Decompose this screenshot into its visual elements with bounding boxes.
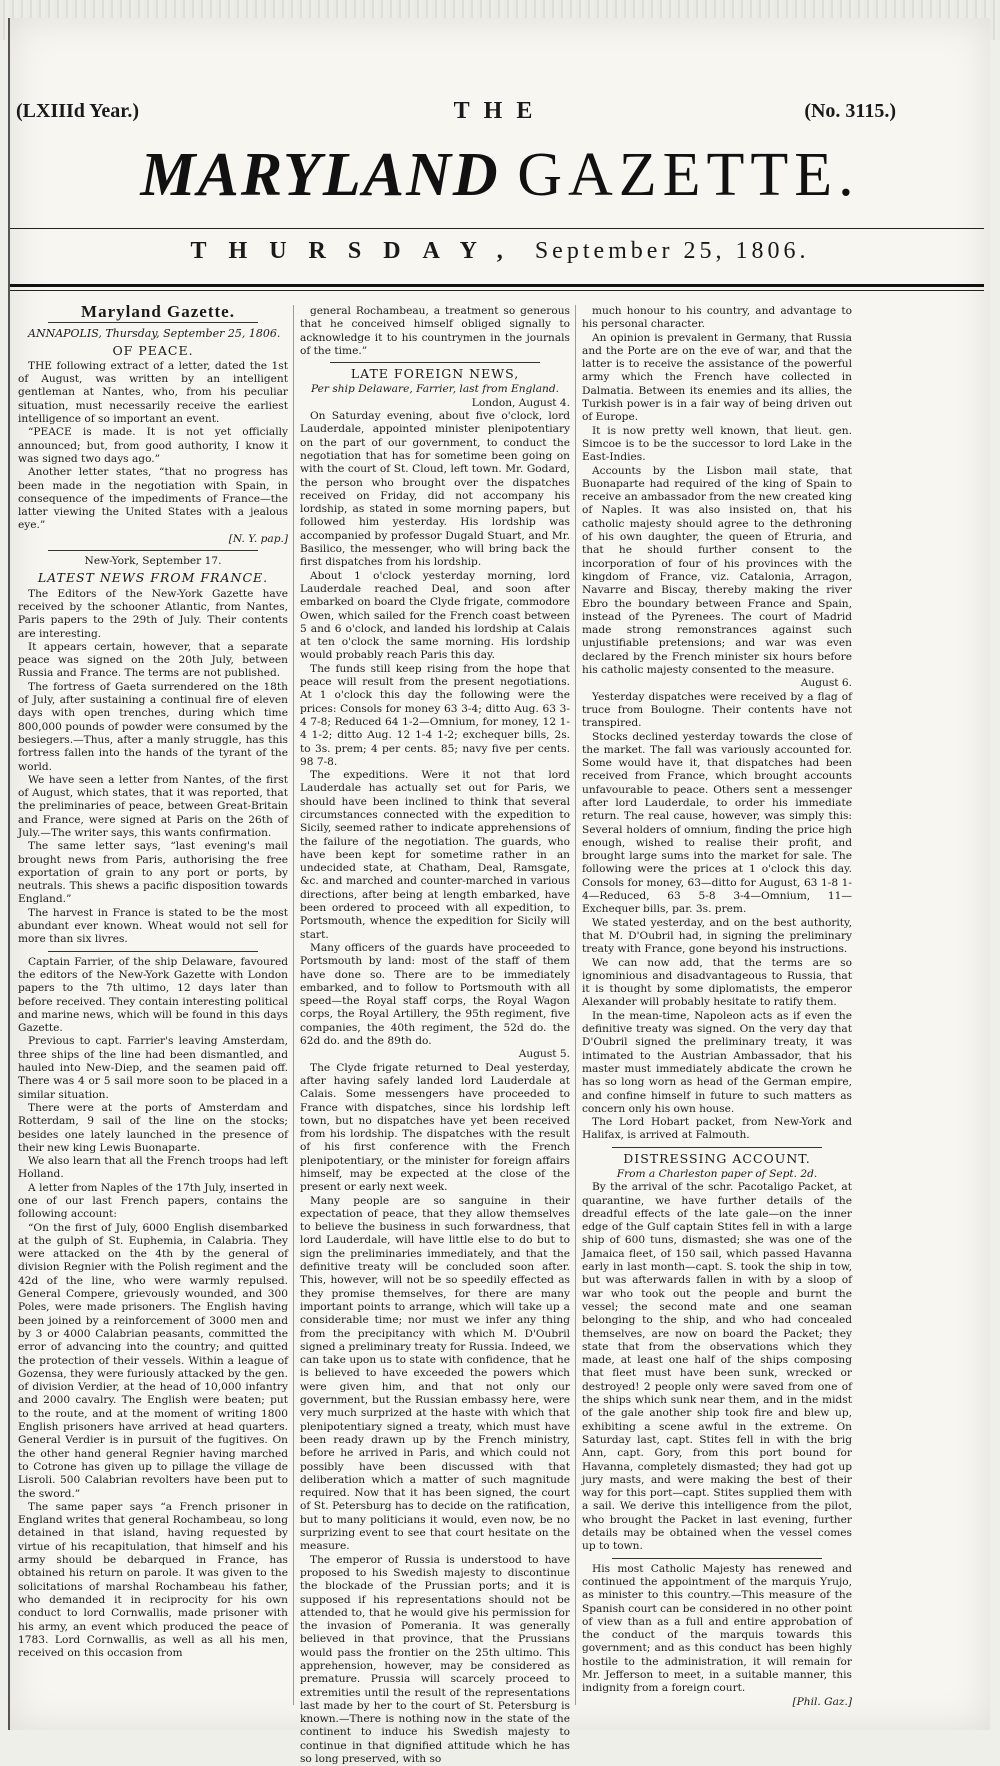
article-paragraph: The emperor of Russia is understood to have proposed to his Swedish majesty to discontinue the blockade of the Prussian ports; and it is supposed if his representations should not be attended to, that he would give his permission for the invasion of Pomerania. It was generally believed in that province, that the Prussians would pass the frontier on the 25th ultimo. This apprehension, however, may be considered as premature. Prussia will scarcely proceed to extremities until the result of the representations last made by her to the court of St. Petersburg is known.—There is nothing now in the state of the continent to induce his Swedish majesty to continue in that dignified attitude which he has so long preserved, with so xyxy=(300,1553,570,1766)
article-paragraph: Another letter states, “that no progress has been made in the negotiation with Spain, in consequence of the impediments of France—the latter viewing the United States with a jealous eye.” xyxy=(18,466,288,532)
article-paragraph: The harvest in France is stated to be the most abundant ever known. Wheat would not sell for more than six livres. xyxy=(18,906,288,946)
heading-late-foreign-news: LATE FOREIGN NEWS, xyxy=(350,366,520,382)
article-paragraph: The expeditions. Were it not that lord Lauderdale has actually set out for Paris, we should have been inclined to think that several circumstances connected with the expedition to Sicily, seemed rather to indicate apprehensions of the failure of the negotiation. The guards, who have been kept for sometime rather in an undecided state, at Chatham, Deal, Ramsgate, &c. and marched and counter-marched in various directions, after being at length embarked, have been ordered to proceed with all expedition, to Portsmouth, whence the expedition for Sicily will start. xyxy=(300,769,570,941)
column-divider-2 xyxy=(575,305,576,1705)
heading-of-peace: OF PEACE. xyxy=(112,342,194,358)
divider xyxy=(48,322,258,323)
paper-name-heading: Maryland Gazette. xyxy=(81,302,235,321)
article-paragraph: Many officers of the guards have proceeded to Portsmouth by land: most of the staff of them have done so. There are to be immediately embarked, and to follow to Portsmouth with all speed—the Royal staff corps, the Royal Wagon corps, the Royal Artillery, the 95th regiment, five companies, the 40th regiment, the 52d do. the 62d do. and the 89th do. xyxy=(300,941,570,1048)
heading-latest-news: LATEST NEWS FROM FRANCE. xyxy=(37,570,269,586)
article-paragraph: THE following extract of a letter, dated the 1st of August, was written by an intelligent gentleman at Nantes, who, from his peculiar situation, must necessarily receive the earliest intelligence of so important an event. xyxy=(18,359,288,426)
masthead-maryland: MARYLAND xyxy=(140,141,500,209)
article-paragraph: Previous to capt. Farrier's leaving Amsterdam, three ships of the line had been dismantled, and hauled into New-Diep, and the seamen paid off. There was 4 or 5 sail more soon to be placed in a similar situation. xyxy=(18,1035,288,1101)
article-paragraph: We also learn that all the French troops had left Holland. xyxy=(18,1155,288,1181)
august-5-dateline: August 5. xyxy=(518,1048,570,1061)
source-citation: [N. Y. pap.] xyxy=(228,532,288,545)
article-paragraph: Stocks declined yesterday towards the close of the market. The fall was variously accounted for. Some would have it, that dispatches had been received from France, which brought accounts unfavourable to peace. Others sent a messenger after lord Lauderdale, to order his immediate return. The real cause, however, was simply this: Several holders of omnium, finding the price high enough, wished to realise their profit, and brought large sums into the market for sale. The following were the prices at 1 o'clock this day. Consols for money, 63—ditto for August, 63 1-8 1-4—Reduced, 63 5-8 3-4—Omnium, 11—Exchequer bills, par. 3s. prem. xyxy=(582,730,852,916)
article-paragraph: The same letter says, “last evening's mail brought news from Paris, authorising the free exportation of grain to any port or ports, by neutrals. This shews a pacific disposition towards England.” xyxy=(18,840,288,906)
newyork-dateline: New-York, September 17. xyxy=(84,555,222,568)
issue-day: THURSDAY, xyxy=(190,238,525,264)
august-6-dateline: August 6. xyxy=(800,677,852,690)
column-3 xyxy=(582,305,852,1708)
article-paragraph: The Clyde frigate returned to Deal yesterday, after having safely landed lord Lauderdale at Calais. Some messengers have proceeded to France with dispatches, since his lordship left town, but no dispatches have yet been received from his lordship. The dispatches with the result of his first conference with the French plenipotentiary, or the minister for foreign affairs himself, may be expected at the close of the present or early next week. xyxy=(300,1061,570,1194)
subheading-charleston: From a Charleston paper of Sept. 2d. xyxy=(616,1168,818,1180)
article-paragraph: We have seen a letter from Nantes, of the first of August, which states, that it was reported, that the preliminaries of peace, between Great-Britain and France, were signed at Paris on the 26th of July.—The writer says, this wants confirmation. xyxy=(18,773,288,839)
column-1 xyxy=(18,302,288,1705)
article-paragraph: “On the first of July, 6000 English disembarked at the gulph of St. Euphemia, in Calabria. They were attacked on the 4th by the general of division Regnier with the Polish regiment and the 42d of the line, who were warmly repulsed. General Compere, grievously wounded, and 300 Poles, were made prisoners. The English having been joined by a reinforcement of 3000 men and by 3 or 4000 Calabrian peasants, committed the error of advancing into the country; and quitted the protection of their vessels. Within a league of Gozensa, they were furiously attacked by the gen. of division Verdier, at the head of 10,000 infantry and 2000 cavalry. The English were beaten; put to the route, and at the moment of writing 1800 English prisoners have arrived at head quarters. General Verdier is in pursuit of the fugitives. On the other hand general Regnier having marched to Cotrone has given up to pillage the village de Lisroli. 500 Calabrian revolters have been put to the sword.” xyxy=(18,1221,288,1500)
masthead-top-row xyxy=(0,100,1000,140)
article-paragraph: We can now add, that the terms are so ignominious and disadvantageous to Russia, that it is thought by some diplomatists, the emperor Alexander will probably hesitate to ratify them. xyxy=(582,956,852,1009)
annapolis-dateline: ANNAPOLIS, Thursday, September 25, 1806. xyxy=(28,327,281,341)
article-paragraph: By the arrival of the schr. Pacotaligo Packet, at quarantine, we have further details of the dreadful effects of the late gale—on the inner edge of the Gulf captain Stites fell in with a large ship of 600 tuns, dismasted; she was one of the Jamaica fleet, of 150 sail, which passed Havanna early in last month—capt. S. took the ship in tow, but was afterwards fallen in with by a sloop of war who took out the people and burnt the vessel; the second mate and one seaman belonging to the ship, and who had concealed themselves, are now on board the Packet; they state that from the observations which they made, at least one half of the ships composing that fleet must have been sunk, wrecked or destroyed! 2 people only were saved from one of the ships which sunk near them, and in the midst of the gale another ship took fire and blew up, exhibiting a scene awful in the extreme. On Saturday last, capt. Stites fell in with the brig Ann, capt. Gory, from this port bound for Havanna, completely dismasted; they had got up jury masts, and were making the best of their way for this port—capt. Stites supplied them with a sail. We derive this intelligence from the pilot, who brought the Packet in last evening, further details may be obtained when the vessel comes up to town. xyxy=(582,1181,852,1553)
issue-date: September 25, 1806. xyxy=(534,238,810,264)
column-divider-1 xyxy=(293,305,294,1705)
article-paragraph: The Lord Hobart packet, from New-York and Halifax, is arrived at Falmouth. xyxy=(582,1116,852,1142)
subheading-ship: Per ship Delaware, Farrier, last from England. xyxy=(311,383,559,396)
divider xyxy=(612,1147,822,1148)
article-paragraph: His most Catholic Majesty has renewed and continued the appointment of the marquis Yrujo, as minister to this country.—This measure of the Spanish court can be considered in no other point of view than as a full and entire approbation of the conduct of the marquis towards this government; and as this conduct has been highly hostile to the administration, it will remain for Mr. Jefferson to meet, in a suitable manner, this indignity from a foreign court. xyxy=(582,1562,852,1695)
article-paragraph: On Saturday evening, about five o'clock, lord Lauderdale, appointed minister plenipotentiary on the part of our government, to conduct the negotiation that has for sometime been going on with the court of St. Cloud, left town. Mr. Godard, the person who brought over the dispatches received on Friday, did not accompany his lordship, as stated in some morning papers, but followed him yesterday. His lordship was accompanied by professor Dugald Stuart, and Mr. Basilico, the messenger, who will bring back the first dispatches from his lordship. xyxy=(300,410,570,569)
article-paragraph: Accounts by the Lisbon mail state, that Buonaparte had required of the king of Spain to receive an ambassador from the new created king of Naples. It was also insisted on, that his catholic majesty should agree to the dethroning of his own daughter, the queen of Etruria, and that he should further consent to the incorporation of four of his provinces with the kingdom of France, viz. Catalonia, Arragon, Navarre and Biscay, thereby making the river Ebro the boundary between France and Spain, instead of the Pyrenees. The court of Madrid made strong remonstrances against such unjustifiable pretensions; and war was even declared by the French minister six hours before his catholic majesty consented to the measure. xyxy=(582,464,852,677)
masthead-title xyxy=(0,140,1000,210)
article-paragraph: Yesterday dispatches were received by a flag of truce from Boulogne. Their contents have not transpired. xyxy=(582,690,852,730)
volume-year: (LXIIId Year.) xyxy=(16,100,139,122)
issue-dateline xyxy=(0,238,1000,265)
article-paragraph: About 1 o'clock yesterday morning, lord Lauderdale reached Deal, and soon after embarked on board the Clyde frigate, commodore Owen, which sailed for the French coast between 5 and 6 o'clock, and landed his lordship at Calais at ten o'clock the same morning. His lordship would probably reach Paris this day. xyxy=(300,569,570,662)
article-paragraph: An opinion is prevalent in Germany, that Russia and the Porte are on the eve of war, and that the latter is to receive the assistance of the powerful army which the French have collected in Dalmatia. Between its enemies and its allies, the Turkish power is in a fair way of being driven out of Europe. xyxy=(582,331,852,424)
london-dateline: London, August 4. xyxy=(471,396,570,409)
issue-number: (No. 3115.) xyxy=(804,100,896,122)
article-paragraph: There were at the ports of Amsterdam and Rotterdam, 9 sail of the line on the stocks; besides one lately launched in the presence of their new king Lewis Buonaparte. xyxy=(18,1101,288,1154)
source-citation: [Phil. Gaz.] xyxy=(792,1695,852,1708)
divider xyxy=(330,362,540,363)
divider xyxy=(612,1558,822,1559)
masthead-the: THE xyxy=(453,98,547,124)
column-2 xyxy=(300,305,570,1766)
article-paragraph: The funds still keep rising from the hope that peace will result from the present negotiations. At 1 o'clock this day the following were the prices: Consols for money 63 3-4; ditto Aug. 63 3-4 7-8; Reduced 64 1-2—Omnium, for money, 12 1-4 1-2; ditto Aug. 12 1-4 1-2; exchequer bills, 2s. to 3s. prem; 4 per cents. 85; navy five per cents. 98 7-8. xyxy=(300,662,570,768)
article-paragraph: Many people are so sanguine in their expectation of peace, that they allow themselves to believe the business in such forwardness, that lord Lauderdale, will have little else to do but to sign the preliminaries immediately, and that the definitive treaty will be concluded soon after. This, however, will not be so speedily effected as they promise themselves, for there are many important points to arrange, which will take up a considerable time; nor must we infer any thing from the precipitancy with which M. D'Oubril signed a preliminary treaty for Russia. Indeed, we can take upon us to state with confidence, that he is believed to have exceeded the powers which were given him, and that not only our government, but the Russian embassy here, were very much surprized at the haste with which that plenipotentiary signed a treaty, which must have been ready drawn up by the French ministry, before he arrived in Paris, and which could not possibly have been discussed with that deliberation which a matter of such magnitude required. Now that it has been signed, the court of St. Petersburg has to decide on the ratification, but to many politicians it would, even now, be no surprizing event to see that court hesitate on the measure. xyxy=(300,1194,570,1553)
article-paragraph: It appears certain, however, that a separate peace was signed on the 20th July, between Russia and France. The terms are not published. xyxy=(18,640,288,680)
article-paragraph: The same paper says “a French prisoner in England writes that general Rochambeau, so long detained in that island, having requested by virtue of his recapitulation, that himself and his army should be debarqued in France, has obtained his return on parole. It was given to the solicitations of marshal Rochambeau his father, who demanded it in reciprocity for his own conduct to lord Cornwallis, made prisoner with his army, an event which produced the peace of 1783. Lord Cornwallis, as well as all his men, received on this occasion from xyxy=(18,1500,288,1660)
divider xyxy=(48,550,258,551)
heading-distressing-account: DISTRESSING ACCOUNT. xyxy=(623,1150,811,1166)
masthead-rule-bottom xyxy=(10,284,984,287)
article-paragraph: It is now pretty well known, that lieut. gen. Simcoe is to be the successor to lord Lake in the East-Indies. xyxy=(582,424,852,464)
divider xyxy=(48,951,258,952)
article-paragraph: In the mean-time, Napoleon acts as if even the definitive treaty was signed. On the very day that D'Oubril signed the preliminary treaty, it was intimated to the Austrian Ambassador, that his master must immediately abdicate the crown he has so long worn as head of the German empire, and confine himself in future to such matters as concern only his own house. xyxy=(582,1009,852,1115)
article-paragraph: much honour to his country, and advantage to his personal character. xyxy=(582,305,852,331)
article-paragraph: A letter from Naples of the 17th July, inserted in one of our last French papers, contains the following account: xyxy=(18,1181,288,1221)
masthead-gazette: GAZETTE. xyxy=(517,141,860,209)
masthead-rule-bottom-thin xyxy=(10,290,984,291)
article-paragraph: general Rochambeau, a treatment so generous that he conceived himself obliged signally to acknowledge it to his countrymen in the journals of the time.” xyxy=(300,305,570,357)
article-paragraph: Captain Farrier, of the ship Delaware, favoured the editors of the New-York Gazette with London papers to the 7th ultimo, 12 days later than before received. They contain interesting political and marine news, which will be found in this days Gazette. xyxy=(18,955,288,1035)
article-paragraph: The fortress of Gaeta surrendered on the 18th of July, after sustaining a continual fire of eleven days with open trenches, during which time 800,000 pounds of powder were consumed by the besiegers.—Thus, after a manly struggle, has this fortress fallen into the hands of the tyrant of the world. xyxy=(18,680,288,773)
article-paragraph: We stated yesterday, and on the best authority, that M. D'Oubril had, in signing the preliminary treaty with France, gone beyond his instructions. xyxy=(582,916,852,956)
article-paragraph: “PEACE is made. It is not yet officially announced; but, from good authority, I know it was signed two days ago.” xyxy=(18,426,288,465)
masthead-rule-top xyxy=(10,228,984,229)
article-paragraph: The Editors of the New-York Gazette have received by the schooner Atlantic, from Nantes, Paris papers to the 29th of July. Their contents are interesting. xyxy=(18,587,288,640)
